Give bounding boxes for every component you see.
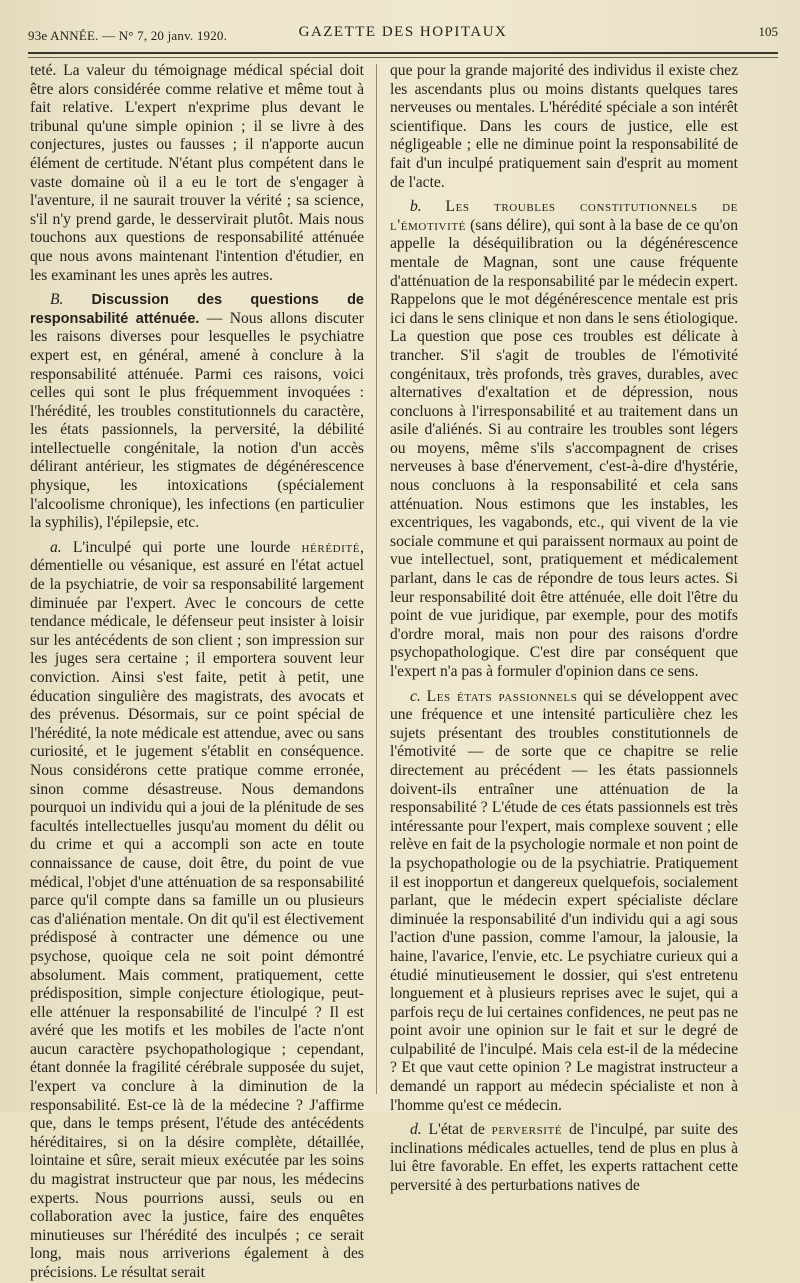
section-b-text: — Nous allons discuter les raisons diverses pour lesquelles le psychiatre expert est, en général, amené à conclure à la responsabilité atténuée. Parmi ces raisons, voici celles qui sont le plus fréquemment invoquées : l'hérédité, les troubles constitutionnels du caractère, les états passionnels, la perversité, la débilité intellectuelle congénitale, la notion d'un accès délirant antérieur, les stigmates de dégénérescence physique, les intoxications (spécialement l'alcoolisme chronique), les infections (en particulier la syphilis), l'épilepsie, etc. [30,309,364,532]
keyword-troubles: Les troubles constitutionnels de l'émotivité [390,198,738,234]
paragraph-continuation: teté. La valeur du témoignage médical spécial doit être alors considérée comme relative et même tout à fait relative. L'expert n'exprime plus devant le tribunal qu'une simple opinion ; il se livre à des conjectures, justes ou fausses ; il n'apporte aucun élément de certitude. N'étant plus compétent dans le vaste domaine où il a eu le tort de s'engager à l'aventure, il ne saurait trouver la vérité ; sa science, s'il n'y prend garde, le desservirait plutôt. Mais nous touchons aux questions de responsabilité atténuée que nous avons maintenant l'intention d'étudier, en les examinant les unes après les autres. [30,62,364,284]
item-d-text-start: L'état de [421,1121,492,1139]
section-heading: Discussion des questions de responsabilité atténuée. [30,292,364,327]
section-label: B. [50,291,64,309]
item-label: a. [50,538,62,556]
paragraph-continuation-right: que pour la grande majorité des individus il existe chez les ascendants plus ou moins distants quelques tares nerveuses ou mentales. L'hérédité spéciale a son intérêt scientifique. Dans les cours de justice, elle est négligeable ; elle ne diminue point la responsabilité de fait d'un inculpé pratiquement sain d'esprit au moment de l'acte. [390,62,738,191]
item-label: d. [410,1121,422,1139]
keyword-heredite: hérédité [301,538,361,556]
item-a-text-start: L'inculpé qui porte une lourde [61,538,302,556]
item-b-paragraph [390,198,738,681]
item-b-text: (sans délire), qui sont à la base de ce qu'on appelle la déséquilibration ou la dégénérescence mentale de Magnan, sont une cause fréquente d'atténuation de la responsabilité par le médecin expert. Rappelons que le mot dégénérescence mentale est pris ici dans le sens clinique et non dans le sens étiologique. La question que pose ces troubles est délicate à trancher. S'il s'agit de troubles de l'émotivité congénitaux, très profonds, très graves, durables, avec alternatives d'exaltation et de dépression, nous concluons à l'irresponsabilité et au traitement dans un asile d'aliénés. Si au contraire les troubles sont légers ou moyens, même s'ils s'accompagnent de crises nerveuses à base d'énervement, c'est-à-dire d'hystérie, nous concluons à la responsabilité et cela sans atténuation. Nous estimons que les instables, les excentriques, les vagabonds, etc., qui vivent de la vie sociale commune et qui paraissent normaux au point de vue intellectuel, sont, pratiquement et médicalement parlant, dans le cas de répondre de tous leurs actes. Si leur responsabilité doit être atténuée, elle doit l'être du point de vue juridique, par exemple, pour des motifs d'ordre moral, mais non pour des raisons d'ordre psychopathologique. C'est dire par conséquent que l'expert n'a pas à formuler d'opinion dans ce sens. [390,216,738,680]
header-rule-thick [28,52,778,54]
item-d-paragraph [390,1121,738,1195]
left-column [30,62,364,1283]
keyword-etats-passionnels: Les états passionnels [426,687,578,705]
right-column [390,62,738,1196]
item-label: b. [410,198,422,216]
item-c-paragraph [390,688,738,1116]
issue-info: 93e ANNÉE. — N° 7, 20 janv. 1920. [28,28,228,43]
keyword-perversite: perversité [491,1121,563,1139]
section-b-paragraph [30,291,364,533]
item-d-text: de l'inculpé, par suite des inclinations médicales actuelles, tend de plus en plus à lui être favorable. En effet, les experts rattachent cette perversité à des perturbations natives de [390,1121,738,1195]
page-header [28,22,778,48]
column-divider [376,64,377,1094]
item-a-paragraph [30,539,364,1283]
item-a-text: , démentielle ou vésanique, est assuré en l'état actuel de la psychiatrie, de voir sa responsabilité largement diminuée par l'expert. Avec le concours de cette tendance médicale, le défenseur peut insister à loisir sur les antécédents de son client ; son impression sur les juges sera certaine ; il emportera souvent leur conviction. Ainsi s'est faite, petit à petit, une éducation singulière des magistrats, des avocats et des prévenus. Désormais, sur ce point spécial de l'hérédité, la note médicale est attendue, avec ou sans curiosité, et le jugement s'établit en conséquence. Nous considérons cette pratique comme erronée, sinon comme désastreuse. Nous demandons pourquoi un individu qui a joui de la plénitude de ses facultés intellectuelles jusqu'au moment du délit ou du crime et qui a accompli son acte en toute connaissance de cause, doit être, du point de vue médical, l'objet d'une atténuation de sa responsabilité parce qu'il compte dans sa famille un ou plusieurs cas d'aliénation mentale. On dit qu'il est électivement prédisposé à contracter une démence ou une psychose, quoique cela ne soit point démontré absolument. Mais comment, pratiquement, cette prédisposition, simple conjecture étiologique, peut-elle atténuer la responsabilité de l'inculpé ? Il est avéré que les motifs et les mobiles de l'acte n'ont aucun caractère psychopathologique ; cependant, étant donnée la fragilité cérébrale supposée du sujet, l'expert va conclure à la diminution de la responsabilité. Est-ce là de la médecine ? J'affirme que, dans le temps présent, l'étude des antécédents héréditaires, si on la désire complète, détaillée, lointaine et sûre, serait mieux exécutée par les soins du magistrat instructeur que par nous, les médecins experts. Nous pourrions aussi, seuls ou en collaboration avec la justice, faire des enquêtes minutieuses sur l'hérédité des inculpés ; ce serait long, mais nous arriverions également à des précisions. Le résultat serait [30,538,364,1281]
item-c-text: qui se développent avec une fréquence et une intensité particulière chez les sujets présentant des troubles constitutionnels de l'émotivité — de sorte que ce chapitre se relie directement au précédent — les états passionnels doivent-ils entraîner une atténuation de la responsabilité ? L'étude de ces états passionnels est très intéressante pour l'expert, mais complexe souvent ; elle relève en fait de la psychologie normale et non point de la psychopathologie ou de la psychiatrie. Pratiquement il est inopportun et dangereux quelquefois, socialement parlant, que le médecin expert spécialiste déclare diminuée la responsabilité d'un individu qui a agi sous l'action d'une passion, comme l'amour, la jalousie, la haine, l'avarice, l'envie, etc. Le psychiatre curieux qui a étudié minutieusement le dossier, qui s'est entretenu longuement et à plusieurs reprises avec le sujet, qui a parfois reçu de lui certaines confidences, ne peut pas ne point avoir une opinion sur le fait et sur le degré de culpabilité de l'inculpé. Mais cela est-il de la médecine ? Et que vaut cette opinion ? Le magistrat instructeur a demandé un rapport au médecin spécialiste et non à l'homme qu'est ce médecin. [390,687,739,1114]
header-rule-thin [28,57,778,58]
item-label: c. [410,687,421,705]
journal-title: GAZETTE DES HOPITAUX [298,24,508,40]
page-number: 105 [758,24,778,39]
